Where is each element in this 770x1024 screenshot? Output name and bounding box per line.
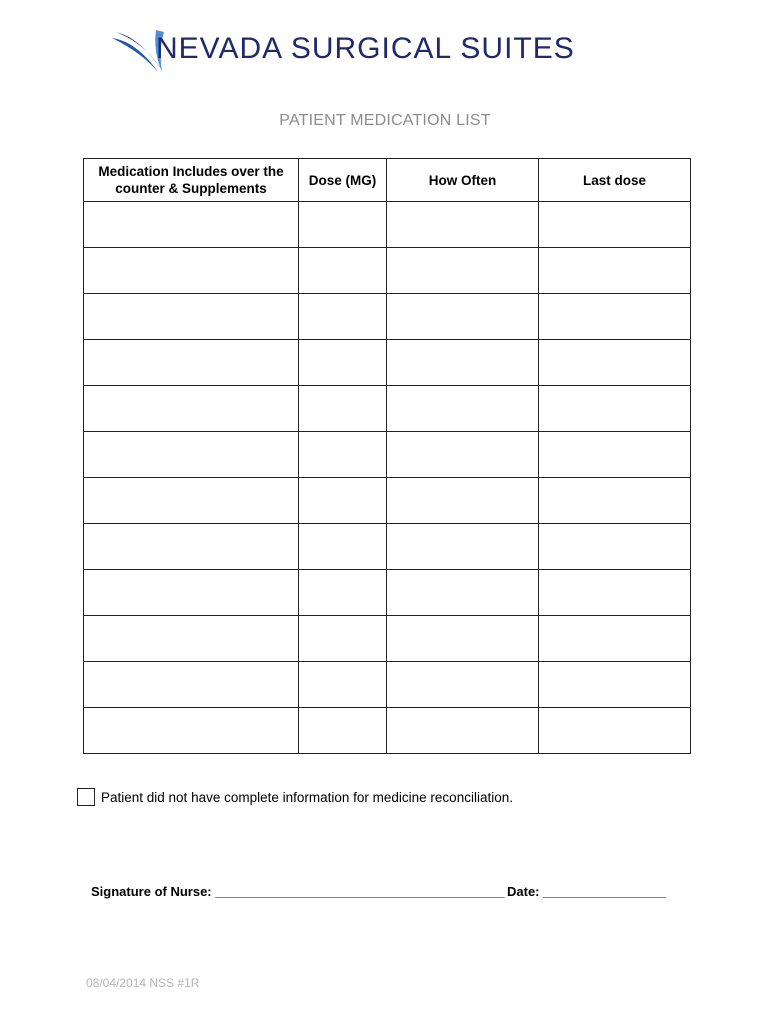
document-footer: 08/04/2014 NSS #1R bbox=[86, 976, 200, 990]
table-row bbox=[84, 386, 691, 432]
cell-last-dose[interactable] bbox=[539, 708, 691, 754]
cell-last-dose[interactable] bbox=[539, 202, 691, 248]
cell-medication[interactable] bbox=[84, 248, 299, 294]
cell-last-dose[interactable] bbox=[539, 340, 691, 386]
table-row bbox=[84, 708, 691, 754]
cell-last-dose[interactable] bbox=[539, 662, 691, 708]
cell-how-often[interactable] bbox=[387, 294, 539, 340]
column-header-last-dose: Last dose bbox=[539, 159, 691, 202]
signature-field[interactable]: ________________________________________ bbox=[215, 884, 505, 899]
company-logo bbox=[110, 28, 670, 76]
cell-how-often[interactable] bbox=[387, 524, 539, 570]
table-row bbox=[84, 478, 691, 524]
column-header-dose: Dose (MG) bbox=[299, 159, 387, 202]
column-header-medication: Medication Includes over the counter & Supplements bbox=[84, 159, 299, 202]
nurse-signature-line bbox=[91, 884, 504, 899]
incomplete-info-row bbox=[77, 788, 513, 806]
page-title: PATIENT MEDICATION LIST bbox=[279, 112, 491, 129]
table-row bbox=[84, 570, 691, 616]
date-line bbox=[507, 884, 666, 899]
cell-dose[interactable] bbox=[299, 570, 387, 616]
cell-medication[interactable] bbox=[84, 616, 299, 662]
cell-dose[interactable] bbox=[299, 524, 387, 570]
cell-medication[interactable] bbox=[84, 524, 299, 570]
cell-how-often[interactable] bbox=[387, 570, 539, 616]
table-row bbox=[84, 294, 691, 340]
incomplete-info-label: Patient did not have complete information for medicine reconciliation. bbox=[101, 789, 513, 805]
cell-last-dose[interactable] bbox=[539, 294, 691, 340]
cell-last-dose[interactable] bbox=[539, 616, 691, 662]
cell-medication[interactable] bbox=[84, 340, 299, 386]
cell-medication[interactable] bbox=[84, 294, 299, 340]
table-row bbox=[84, 616, 691, 662]
cell-dose[interactable] bbox=[299, 248, 387, 294]
table-row bbox=[84, 202, 691, 248]
cell-last-dose[interactable] bbox=[539, 386, 691, 432]
cell-dose[interactable] bbox=[299, 202, 387, 248]
cell-last-dose[interactable] bbox=[539, 478, 691, 524]
cell-how-often[interactable] bbox=[387, 708, 539, 754]
cell-dose[interactable] bbox=[299, 432, 387, 478]
medication-table bbox=[83, 158, 691, 754]
cell-medication[interactable] bbox=[84, 202, 299, 248]
table-row bbox=[84, 524, 691, 570]
table-body bbox=[84, 202, 691, 754]
cell-last-dose[interactable] bbox=[539, 570, 691, 616]
date-field[interactable]: _________________ bbox=[543, 884, 667, 899]
cell-how-often[interactable] bbox=[387, 616, 539, 662]
column-header-how-often: How Often bbox=[387, 159, 539, 202]
table-row bbox=[84, 662, 691, 708]
table-row bbox=[84, 248, 691, 294]
cell-last-dose[interactable] bbox=[539, 524, 691, 570]
cell-medication[interactable] bbox=[84, 386, 299, 432]
cell-how-often[interactable] bbox=[387, 340, 539, 386]
cell-dose[interactable] bbox=[299, 478, 387, 524]
cell-medication[interactable] bbox=[84, 570, 299, 616]
cell-medication[interactable] bbox=[84, 432, 299, 478]
cell-medication[interactable] bbox=[84, 478, 299, 524]
cell-medication[interactable] bbox=[84, 662, 299, 708]
cell-last-dose[interactable] bbox=[539, 248, 691, 294]
cell-how-often[interactable] bbox=[387, 662, 539, 708]
cell-dose[interactable] bbox=[299, 662, 387, 708]
table-header-row bbox=[84, 159, 691, 202]
cell-how-often[interactable] bbox=[387, 432, 539, 478]
cell-dose[interactable] bbox=[299, 386, 387, 432]
cell-how-often[interactable] bbox=[387, 202, 539, 248]
table-row bbox=[84, 432, 691, 478]
table-row bbox=[84, 340, 691, 386]
cell-dose[interactable] bbox=[299, 294, 387, 340]
cell-dose[interactable] bbox=[299, 708, 387, 754]
logo-text: NEVADA SURGICAL SUITES bbox=[156, 32, 575, 65]
signature-label: Signature of Nurse: bbox=[91, 884, 212, 899]
cell-medication[interactable] bbox=[84, 708, 299, 754]
cell-how-often[interactable] bbox=[387, 248, 539, 294]
cell-how-often[interactable] bbox=[387, 478, 539, 524]
cell-last-dose[interactable] bbox=[539, 432, 691, 478]
cell-dose[interactable] bbox=[299, 616, 387, 662]
date-label: Date: bbox=[507, 884, 540, 899]
cell-dose[interactable] bbox=[299, 340, 387, 386]
incomplete-info-checkbox[interactable] bbox=[77, 788, 95, 806]
cell-how-often[interactable] bbox=[387, 386, 539, 432]
